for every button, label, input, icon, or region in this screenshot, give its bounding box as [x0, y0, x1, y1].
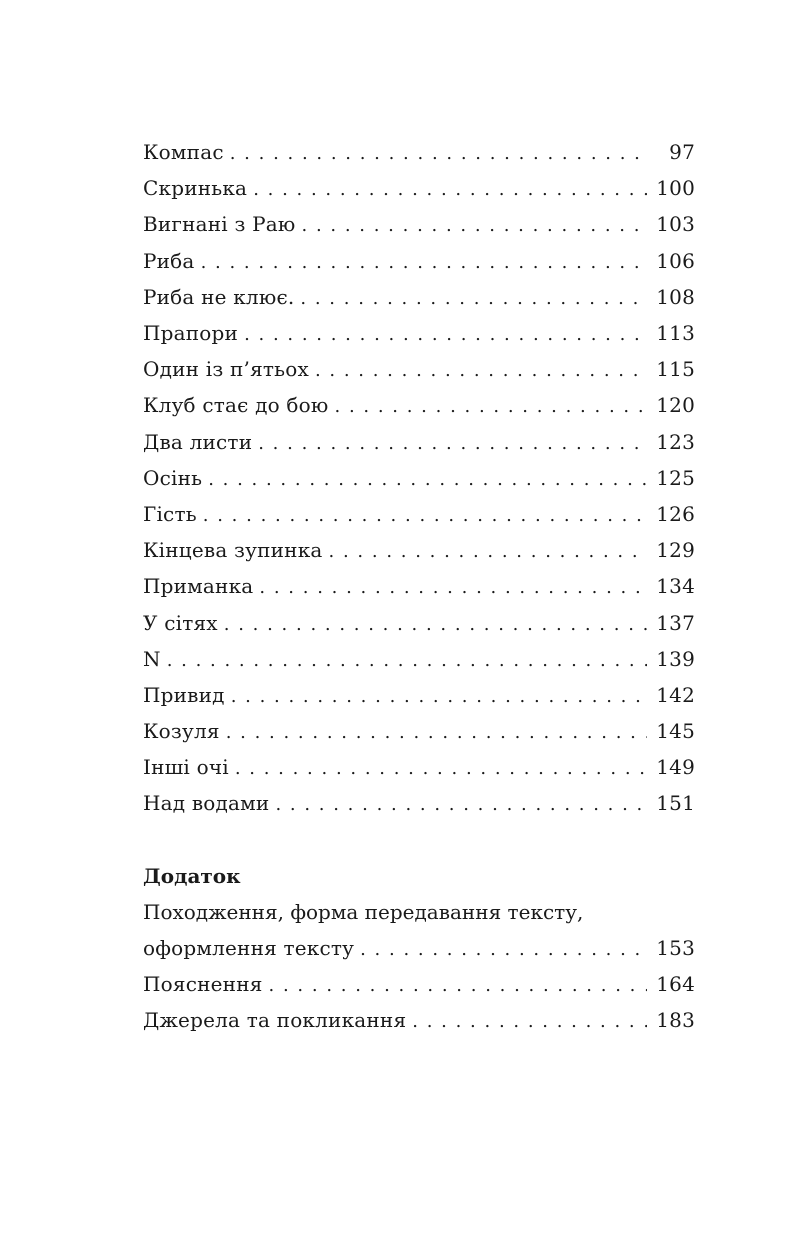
toc-entry-page: 103	[656, 212, 695, 237]
toc-entry-page: 164	[656, 972, 695, 997]
toc-entry-title: Приманка	[143, 574, 254, 599]
toc-entry	[143, 387, 695, 423]
toc-entry	[143, 1002, 695, 1038]
dot-leader	[329, 538, 647, 562]
toc-entry-title: Над водами	[143, 791, 270, 816]
dot-leader	[235, 755, 647, 779]
dot-leader	[259, 574, 647, 598]
toc-entry-page: 100	[656, 176, 695, 201]
toc-entry-title: Прапори	[143, 321, 239, 346]
dot-leader	[412, 1008, 647, 1032]
toc-entry-page: 115	[656, 357, 695, 382]
appendix-heading: Додаток	[143, 863, 241, 888]
toc-entry-title: Осінь	[143, 465, 203, 490]
toc-entry	[143, 206, 695, 242]
dot-leader	[203, 502, 647, 526]
toc-entry-title: Риба не клює.	[143, 284, 295, 309]
toc-entry	[143, 785, 695, 821]
toc-entry	[143, 568, 695, 604]
table-of-contents	[143, 134, 695, 1039]
toc-entry-page: 183	[656, 1008, 695, 1033]
toc-entry-title: Вигнані з Раю	[143, 212, 296, 237]
dot-leader	[275, 791, 647, 815]
dot-leader	[224, 611, 647, 635]
dot-leader	[208, 466, 647, 490]
dot-leader	[201, 249, 647, 273]
toc-entry-title: N	[143, 646, 161, 671]
dot-leader	[258, 430, 647, 454]
dot-leader	[269, 972, 647, 996]
dot-leader	[231, 683, 647, 707]
toc-entry	[143, 424, 695, 460]
toc-entry-title: оформлення тексту	[143, 936, 355, 961]
toc-entry-title: Скринька	[143, 176, 248, 201]
toc-entry	[143, 496, 695, 532]
dot-leader	[244, 321, 647, 345]
toc-entry-page: 137	[656, 610, 695, 635]
toc-entry-title: Кінцева зупинка	[143, 538, 323, 563]
toc-entry-page: 151	[656, 791, 695, 816]
toc-entry-page: 126	[656, 501, 695, 526]
toc-entry-title: Один із п’ятьох	[143, 357, 309, 382]
dot-leader	[315, 357, 647, 381]
toc-entry-page: 97	[669, 140, 695, 165]
toc-entry-page: 123	[656, 429, 695, 454]
toc-entry	[143, 315, 695, 351]
toc-entry-title: Клуб стає до бою	[143, 393, 329, 418]
toc-entry	[143, 604, 695, 640]
toc-entry-title: Інші очі	[143, 755, 229, 780]
dot-leader	[300, 285, 647, 309]
toc-entry-title: Привид	[143, 682, 225, 707]
toc-entry-page: 120	[656, 393, 695, 418]
toc-entry-title: Козуля	[143, 719, 220, 744]
toc-entry-page: 145	[656, 719, 695, 744]
toc-entry-page: 125	[656, 465, 695, 490]
toc-entry	[143, 966, 695, 1002]
dot-leader	[302, 212, 647, 236]
toc-entry	[143, 930, 695, 966]
toc-entry-title: Джерела та покликання	[143, 1008, 407, 1033]
dot-leader	[226, 719, 647, 743]
toc-entry	[143, 677, 695, 713]
toc-entry-page: 106	[656, 248, 695, 273]
toc-entry-title: Гість	[143, 501, 197, 526]
toc-entry-page: 142	[656, 682, 695, 707]
toc-entry-title: Риба	[143, 248, 195, 273]
toc-entry-page: 139	[656, 646, 695, 671]
toc-entry	[143, 170, 695, 206]
toc-entry-page: 149	[656, 755, 695, 780]
dot-leader	[230, 140, 647, 164]
toc-entry-title: Компас	[143, 140, 224, 165]
section-spacer	[143, 822, 695, 858]
dot-leader	[360, 936, 647, 960]
dot-leader	[167, 647, 647, 671]
appendix-entry-line: Походження, форма передавання тексту,	[143, 899, 584, 924]
dot-leader	[253, 176, 647, 200]
toc-entry	[143, 460, 695, 496]
toc-entry	[143, 279, 695, 315]
toc-entry-page: 113	[656, 321, 695, 346]
toc-entry	[143, 134, 695, 170]
toc-entry	[143, 532, 695, 568]
toc-entry-page: 108	[656, 284, 695, 309]
toc-entry	[143, 641, 695, 677]
toc-entry	[143, 749, 695, 785]
toc-entry-page: 129	[656, 538, 695, 563]
dot-leader	[335, 393, 647, 417]
toc-entry-title: У сітях	[143, 610, 218, 635]
toc-entry-title: Два листи	[143, 429, 253, 454]
toc-entry-page: 134	[656, 574, 695, 599]
toc-entry	[143, 713, 695, 749]
toc-entry-page: 153	[656, 936, 695, 961]
toc-entry	[143, 243, 695, 279]
toc-entry	[143, 351, 695, 387]
toc-entry-title: Пояснення	[143, 972, 263, 997]
